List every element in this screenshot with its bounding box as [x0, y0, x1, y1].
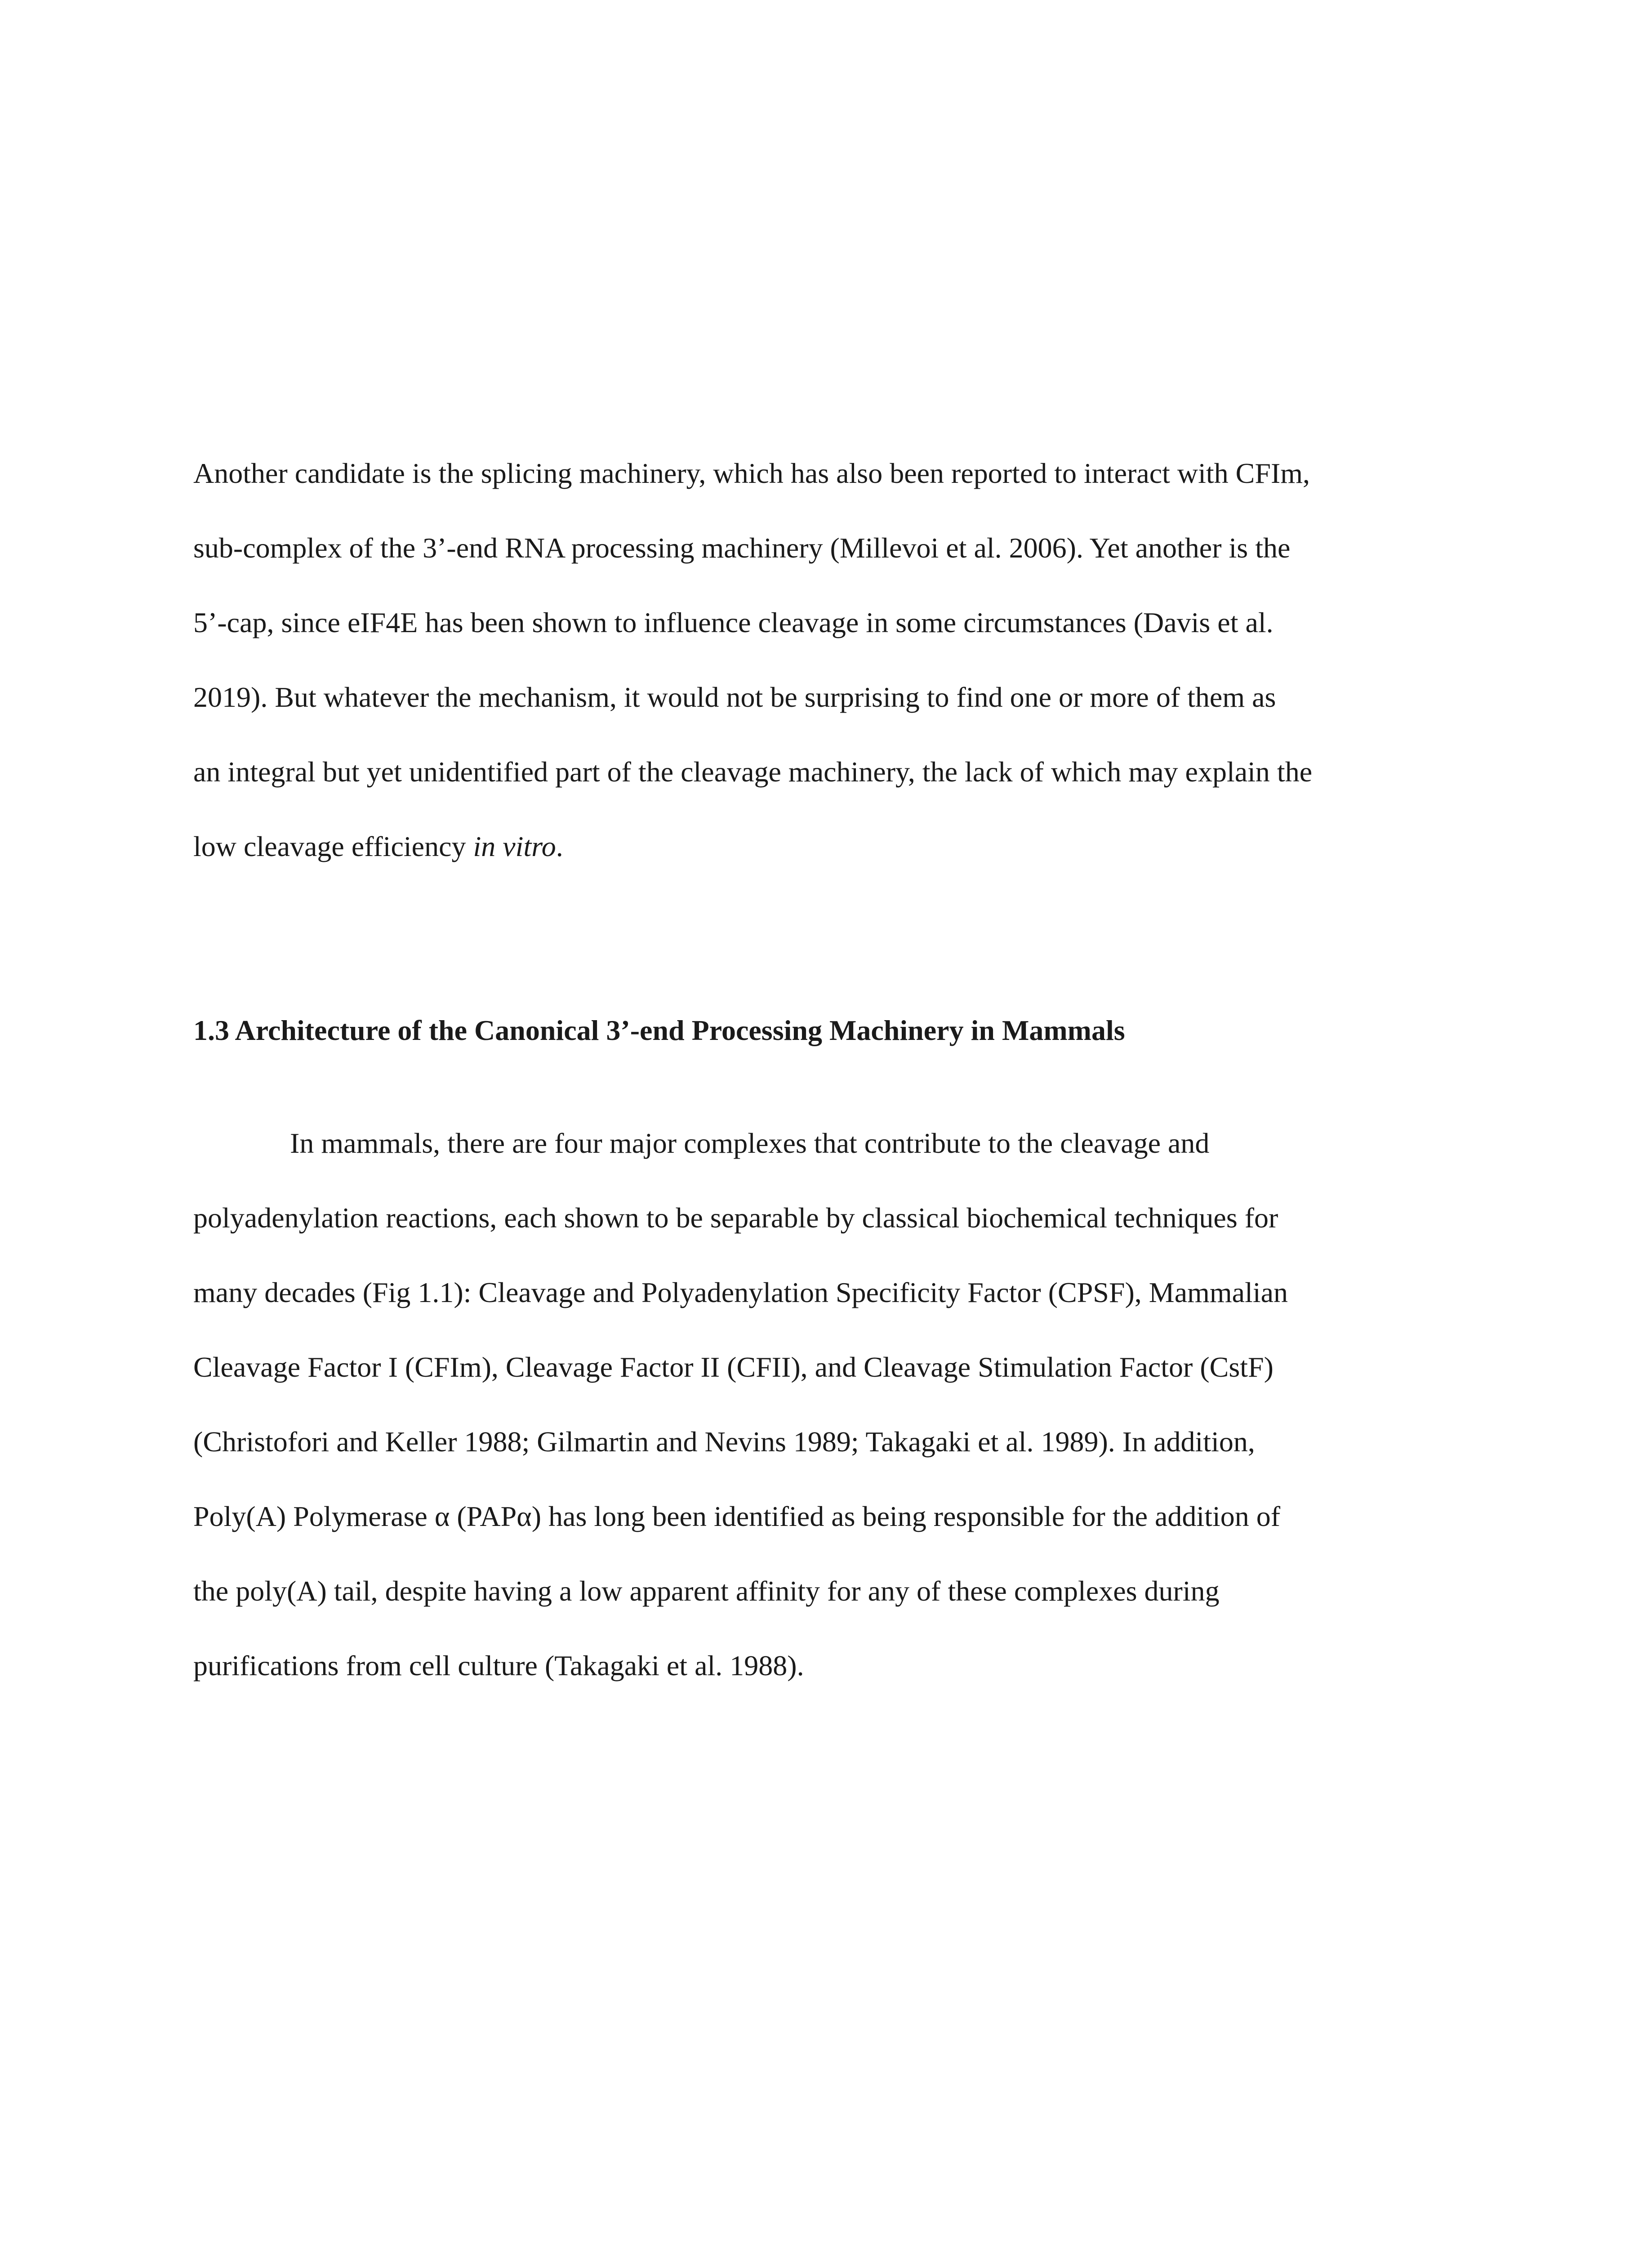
paragraph-complexes	[193, 1106, 1461, 1703]
paragraph-line: 2019). But whatever the mechanism, it would not be surprising to find one or more of them as	[193, 681, 1276, 713]
paragraph-last-line	[193, 809, 1461, 884]
paragraph-line: Cleavage Factor I (CFIm), Cleavage Factor II (CFII), and Cleavage Stimulation Factor (CstF)	[193, 1351, 1274, 1383]
paragraph-first-line	[193, 1106, 1461, 1181]
paragraph-line: purifications from cell culture (Takagaki et al. 1988).	[193, 1650, 804, 1682]
text-run: low cleavage efficiency	[193, 830, 473, 862]
paragraph-line: (Christofori and Keller 1988; Gilmartin and Nevins 1989; Takagaki et al. 1989). In addition,	[193, 1426, 1255, 1458]
paragraph-line: an integral but yet unidentified part of the cleavage machinery, the lack of which may explain the	[193, 756, 1313, 788]
paragraph-line: Poly(A) Polymerase α (PAPα) has long been identified as being responsible for the addition of	[193, 1500, 1281, 1532]
text-run: In mammals, there are four major complexes that contribute to the cleavage and	[290, 1127, 1210, 1159]
text-run: .	[556, 830, 563, 862]
paragraph-line: the poly(A) tail, despite having a low apparent affinity for any of these complexes during	[193, 1575, 1220, 1607]
paragraph-line: 5’-cap, since eIF4E has been shown to influence cleavage in some circumstances (Davis et al.	[193, 607, 1274, 638]
section-heading: 1.3 Architecture of the Canonical 3’-end Processing Machinery in Mammals	[193, 1014, 1125, 1046]
paragraph-line: polyadenylation reactions, each shown to be separable by classical biochemical techniques for	[193, 1202, 1278, 1234]
paragraph-line: many decades (Fig 1.1): Cleavage and Polyadenylation Specificity Factor (CPSF), Mammalian	[193, 1276, 1288, 1308]
italic-term: in vitro	[473, 830, 556, 862]
paragraph-line: sub-complex of the 3’-end RNA processing machinery (Millevoi et al. 2006). Yet another is the	[193, 532, 1291, 564]
paragraph-line: Another candidate is the splicing machinery, which has also been reported to interact with CFIm,	[193, 457, 1310, 489]
paragraph-candidates	[193, 436, 1461, 884]
